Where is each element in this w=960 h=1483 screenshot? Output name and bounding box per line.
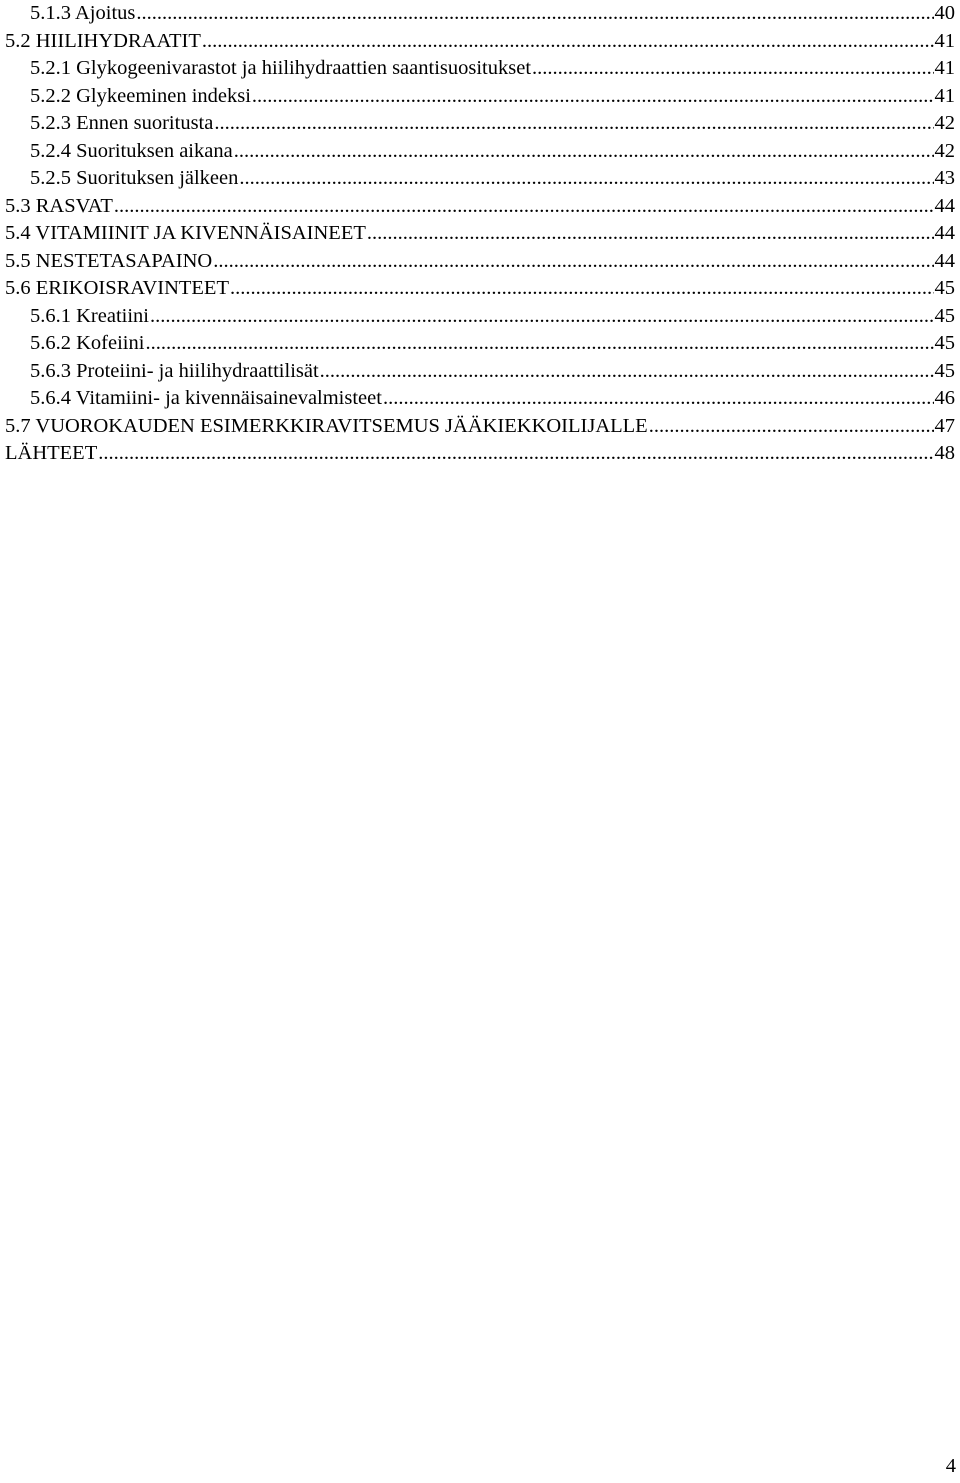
toc-entry-number: 5.1.3: [30, 2, 71, 24]
toc-entry-number: 5.6.2: [30, 332, 71, 354]
toc-dot-leader: [150, 303, 934, 331]
toc-entry-page: 41: [934, 84, 955, 107]
toc-entry-number: 5.2: [5, 29, 31, 52]
toc-entry[interactable]: [5, 220, 955, 248]
toc-entry-number: 5.6: [5, 277, 31, 299]
toc-entry-title: [5, 28, 201, 56]
toc-entry-number: 5.3: [5, 194, 31, 217]
toc-dot-leader: [136, 0, 933, 28]
toc-entry-number: 5.7: [5, 414, 31, 437]
toc-entry-title: [30, 165, 238, 193]
toc-entry-page: 45: [934, 304, 955, 327]
toc-dot-leader: [98, 440, 933, 468]
toc-entry-title: [30, 110, 213, 138]
toc-entry-number: 5.4: [5, 222, 31, 244]
toc-entry[interactable]: [5, 55, 955, 83]
toc-entry-label: Kreatiini: [76, 304, 149, 327]
toc-entry-label: NESTETASAPAINO: [35, 249, 213, 272]
toc-entry[interactable]: [5, 385, 955, 413]
toc-dot-leader: [532, 55, 933, 83]
toc-entry-number: 5.6.4: [30, 387, 71, 409]
toc-entry-page: 42: [934, 112, 955, 134]
toc-entry-title: [5, 220, 366, 248]
toc-entry-page: 48: [934, 442, 955, 464]
toc-entry-title: [30, 358, 319, 386]
toc-entry[interactable]: [5, 110, 955, 138]
toc-dot-leader: [234, 138, 934, 166]
toc-dot-leader: [202, 28, 934, 56]
toc-entry-title: [5, 440, 97, 468]
toc-entry-page: 46: [934, 387, 955, 409]
toc-entry-label: Ajoitus: [75, 2, 136, 24]
toc-entry[interactable]: [5, 358, 955, 386]
toc-entry-title: [30, 138, 233, 166]
toc-entry-label: VITAMIINIT JA KIVENNÄISAINEET: [35, 222, 366, 244]
toc-entry-title: [5, 193, 113, 221]
toc-entry-page: 45: [934, 359, 955, 382]
toc-entry-page: 44: [934, 222, 955, 244]
toc-entry-page: 44: [934, 249, 955, 272]
toc-entry-title: [5, 248, 212, 276]
toc-entry[interactable]: [5, 193, 955, 221]
toc-entry-page: 44: [934, 194, 955, 217]
toc-entry-label: Kofeiini: [76, 332, 145, 354]
toc-entry-label: Glykogeenivarastot ja hiilihydraattien saantisuositukset: [76, 57, 532, 79]
toc-dot-leader: [214, 110, 933, 138]
toc-entry-page: 40: [934, 2, 955, 24]
table-of-contents: [5, 0, 955, 468]
toc-entry[interactable]: [5, 275, 955, 303]
toc-entry-page: 45: [934, 277, 955, 299]
toc-dot-leader: [213, 248, 933, 276]
toc-entry-label: Vitamiini- ja kivennäisainevalmisteet: [75, 387, 382, 409]
toc-entry[interactable]: [5, 83, 955, 111]
toc-entry-page: 47: [934, 414, 955, 437]
toc-entry[interactable]: [5, 303, 955, 331]
toc-entry-title: [30, 385, 382, 413]
toc-entry-title: [30, 330, 144, 358]
toc-entry[interactable]: [5, 248, 955, 276]
toc-entry[interactable]: [5, 330, 955, 358]
toc-entry[interactable]: [5, 138, 955, 166]
toc-dot-leader: [114, 193, 934, 221]
toc-entry-number: 5.5: [5, 249, 31, 272]
toc-entry[interactable]: [5, 28, 955, 56]
toc-entry-number: 5.2.3: [30, 112, 71, 134]
toc-entry-label: Proteiini- ja hiilihydraattilisät: [76, 359, 319, 382]
toc-dot-leader: [239, 165, 933, 193]
toc-entry-label: Glykeeminen indeksi: [76, 84, 251, 107]
toc-entry[interactable]: [5, 165, 955, 193]
toc-entry-page: 41: [934, 57, 955, 79]
toc-entry-label: Suorituksen jälkeen: [76, 167, 239, 189]
toc-entry-number: 5.2.5: [30, 167, 71, 189]
page-number: 4: [945, 1455, 956, 1477]
toc-dot-leader: [252, 83, 934, 111]
toc-entry-label: Ennen suoritusta: [76, 112, 214, 134]
toc-entry-label: HIILIHYDRAATIT: [35, 29, 201, 52]
toc-entry-label: ERIKOISRAVINTEET: [35, 277, 229, 299]
toc-entry-label: LÄHTEET: [5, 442, 98, 464]
toc-entry-title: [30, 303, 149, 331]
toc-entry-page: 41: [934, 29, 955, 52]
toc-entry-page: 42: [934, 139, 955, 162]
toc-entry-title: [30, 55, 531, 83]
toc-entry-label: Suorituksen aikana: [76, 139, 233, 162]
toc-entry-number: 5.2.1: [30, 57, 71, 79]
toc-entry[interactable]: [5, 413, 955, 441]
toc-dot-leader: [649, 413, 934, 441]
toc-entry-label: RASVAT: [35, 194, 113, 217]
toc-dot-leader: [230, 275, 934, 303]
toc-entry[interactable]: [5, 440, 955, 468]
toc-entry[interactable]: [5, 0, 955, 28]
toc-entry-title: [30, 83, 251, 111]
toc-entry-page: 45: [934, 332, 955, 354]
toc-entry-title: [5, 275, 229, 303]
toc-entry-title: [30, 0, 135, 28]
toc-entry-number: 5.6.3: [30, 359, 71, 382]
toc-dot-leader: [383, 385, 934, 413]
toc-entry-page: 43: [934, 167, 955, 189]
toc-entry-title: [5, 413, 648, 441]
toc-dot-leader: [367, 220, 934, 248]
toc-entry-number: 5.2.2: [30, 84, 71, 107]
toc-dot-leader: [145, 330, 933, 358]
toc-dot-leader: [320, 358, 934, 386]
toc-entry-label: VUOROKAUDEN ESIMERKKIRAVITSEMUS JÄÄKIEKKOILIJALLE: [35, 414, 648, 437]
toc-entry-number: 5.2.4: [30, 139, 71, 162]
toc-entry-number: 5.6.1: [30, 304, 71, 327]
